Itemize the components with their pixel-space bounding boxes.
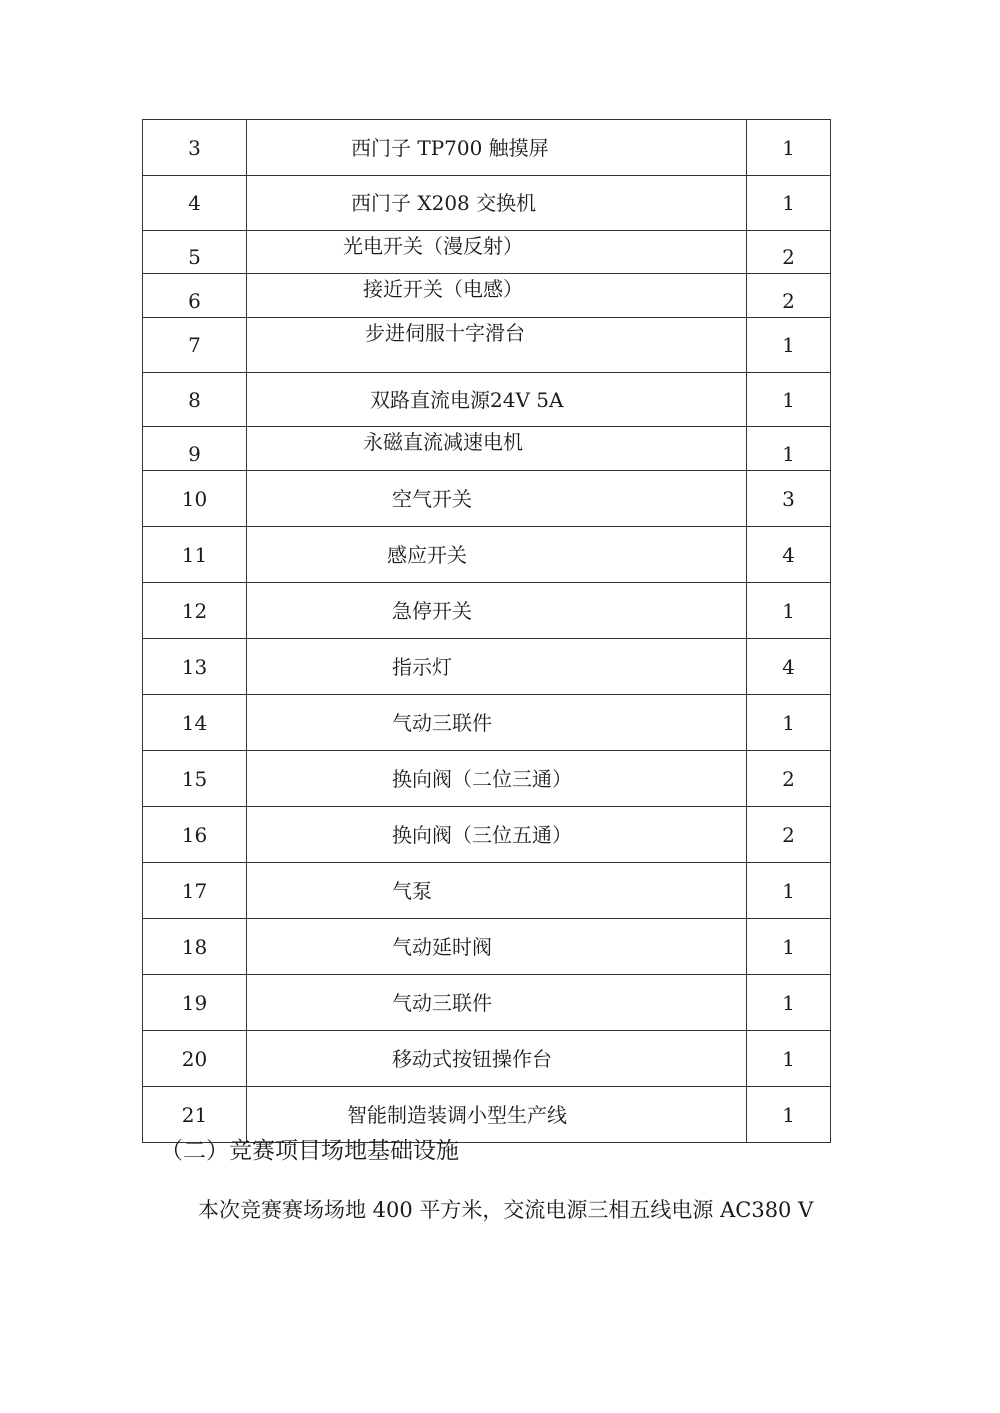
qty-text: 2 (782, 245, 795, 269)
table-row (143, 231, 831, 274)
name-text: 智能制造装调小型生产线 (347, 1102, 567, 1127)
no-text: 6 (188, 289, 201, 313)
name-text: 光电开关（漫反射） (343, 234, 523, 258)
qty-text: 4 (782, 654, 795, 679)
name-cell (247, 863, 747, 919)
name-text: 指示灯 (392, 654, 452, 679)
no-text: 20 (181, 1046, 208, 1071)
qty-cell (747, 919, 831, 975)
no-cell (143, 1031, 247, 1087)
no-text: 4 (188, 191, 201, 215)
table-row (143, 318, 831, 373)
table-row (143, 471, 831, 527)
table-row (143, 1031, 831, 1087)
no-cell (143, 639, 247, 695)
qty-cell (747, 975, 831, 1031)
qty-text: 1 (782, 598, 795, 623)
name-text: 双路直流电源24V 5A (370, 387, 564, 412)
qty-text: 4 (782, 542, 795, 567)
no-cell (143, 176, 247, 231)
qty-cell (747, 471, 831, 527)
no-text: 17 (181, 878, 208, 903)
no-cell (143, 318, 247, 373)
table-row (143, 695, 831, 751)
name-cell (247, 527, 747, 583)
name-text: 气动延时阀 (392, 934, 492, 959)
qty-text: 2 (782, 289, 795, 313)
qty-cell (747, 527, 831, 583)
table-row (143, 373, 831, 427)
qty-text: 2 (782, 766, 795, 791)
name-cell (247, 751, 747, 807)
qty-cell (747, 274, 831, 318)
no-text: 11 (181, 542, 208, 567)
body-paragraph: 本次竞赛赛场场地 400 平方米，交流电源三相五线电源 AC380 V (198, 1198, 814, 1222)
table-row (143, 919, 831, 975)
name-text: 气泵 (392, 878, 432, 903)
name-text: 气动三联件 (392, 990, 492, 1015)
name-cell (247, 427, 747, 471)
qty-cell (747, 807, 831, 863)
name-cell (247, 373, 747, 427)
name-text: 接近开关（电感） (363, 277, 523, 301)
name-text: 气动三联件 (392, 710, 492, 735)
qty-cell (747, 318, 831, 373)
no-text: 16 (181, 822, 208, 847)
no-text: 9 (188, 442, 201, 466)
name-text: 感应开关 (387, 542, 467, 567)
name-text: 西门子 X208 交换机 (351, 191, 537, 215)
equipment-table (142, 119, 831, 1143)
no-text: 18 (181, 934, 208, 959)
no-text: 10 (181, 486, 208, 511)
name-cell (247, 274, 747, 318)
qty-text: 1 (782, 990, 795, 1015)
table-row (143, 975, 831, 1031)
qty-text: 1 (782, 1102, 795, 1127)
no-cell (143, 427, 247, 471)
qty-cell (747, 427, 831, 471)
table-row (143, 583, 831, 639)
table-row (143, 427, 831, 471)
name-text: 永磁直流减速电机 (363, 430, 523, 454)
no-cell (143, 120, 247, 176)
name-cell (247, 471, 747, 527)
qty-cell (747, 1087, 831, 1143)
qty-cell (747, 176, 831, 231)
qty-text: 1 (782, 1046, 795, 1071)
no-text: 5 (188, 245, 201, 269)
qty-text: 1 (782, 878, 795, 903)
name-cell (247, 1031, 747, 1087)
table-row (143, 176, 831, 231)
qty-text: 1 (782, 934, 795, 959)
qty-text: 1 (782, 710, 795, 735)
table-row (143, 807, 831, 863)
qty-cell (747, 373, 831, 427)
name-cell (247, 583, 747, 639)
qty-text: 1 (782, 442, 795, 466)
qty-cell (747, 583, 831, 639)
no-cell (143, 373, 247, 427)
no-text: 3 (188, 135, 201, 160)
no-cell (143, 527, 247, 583)
no-cell (143, 471, 247, 527)
qty-cell (747, 863, 831, 919)
name-cell (247, 695, 747, 751)
name-text: 急停开关 (392, 598, 472, 623)
qty-cell (747, 231, 831, 274)
table-row (143, 751, 831, 807)
no-cell (143, 807, 247, 863)
qty-text: 1 (782, 333, 795, 357)
qty-cell (747, 1031, 831, 1087)
table-row (143, 120, 831, 176)
name-cell (247, 318, 747, 373)
qty-text: 2 (782, 822, 795, 847)
no-cell (143, 863, 247, 919)
name-cell (247, 120, 747, 176)
name-text: 换向阀（二位三通） (392, 766, 572, 791)
name-text: 步进伺服十字滑台 (365, 321, 525, 345)
no-cell (143, 583, 247, 639)
qty-cell (747, 751, 831, 807)
no-text: 12 (181, 598, 208, 623)
qty-text: 1 (782, 191, 795, 215)
qty-text: 1 (782, 135, 795, 160)
name-text: 西门子 TP700 触摸屏 (351, 135, 549, 160)
qty-cell (747, 120, 831, 176)
no-cell (143, 231, 247, 274)
no-text: 13 (181, 654, 208, 679)
section-heading: （二）竞赛项目场地基础设施 (160, 1138, 459, 1164)
name-cell (247, 231, 747, 274)
name-cell (247, 807, 747, 863)
no-cell (143, 919, 247, 975)
no-cell (143, 695, 247, 751)
qty-text: 1 (782, 387, 795, 412)
name-text: 移动式按钮操作台 (392, 1046, 552, 1071)
table-row (143, 274, 831, 318)
name-cell (247, 919, 747, 975)
name-text: 换向阀（三位五通） (392, 822, 572, 847)
no-text: 21 (181, 1102, 208, 1127)
name-cell (247, 975, 747, 1031)
qty-cell (747, 695, 831, 751)
name-cell (247, 176, 747, 231)
no-cell (143, 975, 247, 1031)
name-cell (247, 639, 747, 695)
table-row (143, 863, 831, 919)
no-text: 8 (188, 387, 201, 412)
no-text: 15 (181, 766, 208, 791)
table-row (143, 527, 831, 583)
qty-text: 3 (782, 486, 795, 511)
qty-cell (747, 639, 831, 695)
no-text: 7 (188, 333, 201, 357)
table-row (143, 639, 831, 695)
no-text: 19 (181, 990, 208, 1015)
name-text: 空气开关 (392, 486, 472, 511)
no-text: 14 (181, 710, 208, 735)
no-cell (143, 751, 247, 807)
no-cell (143, 274, 247, 318)
